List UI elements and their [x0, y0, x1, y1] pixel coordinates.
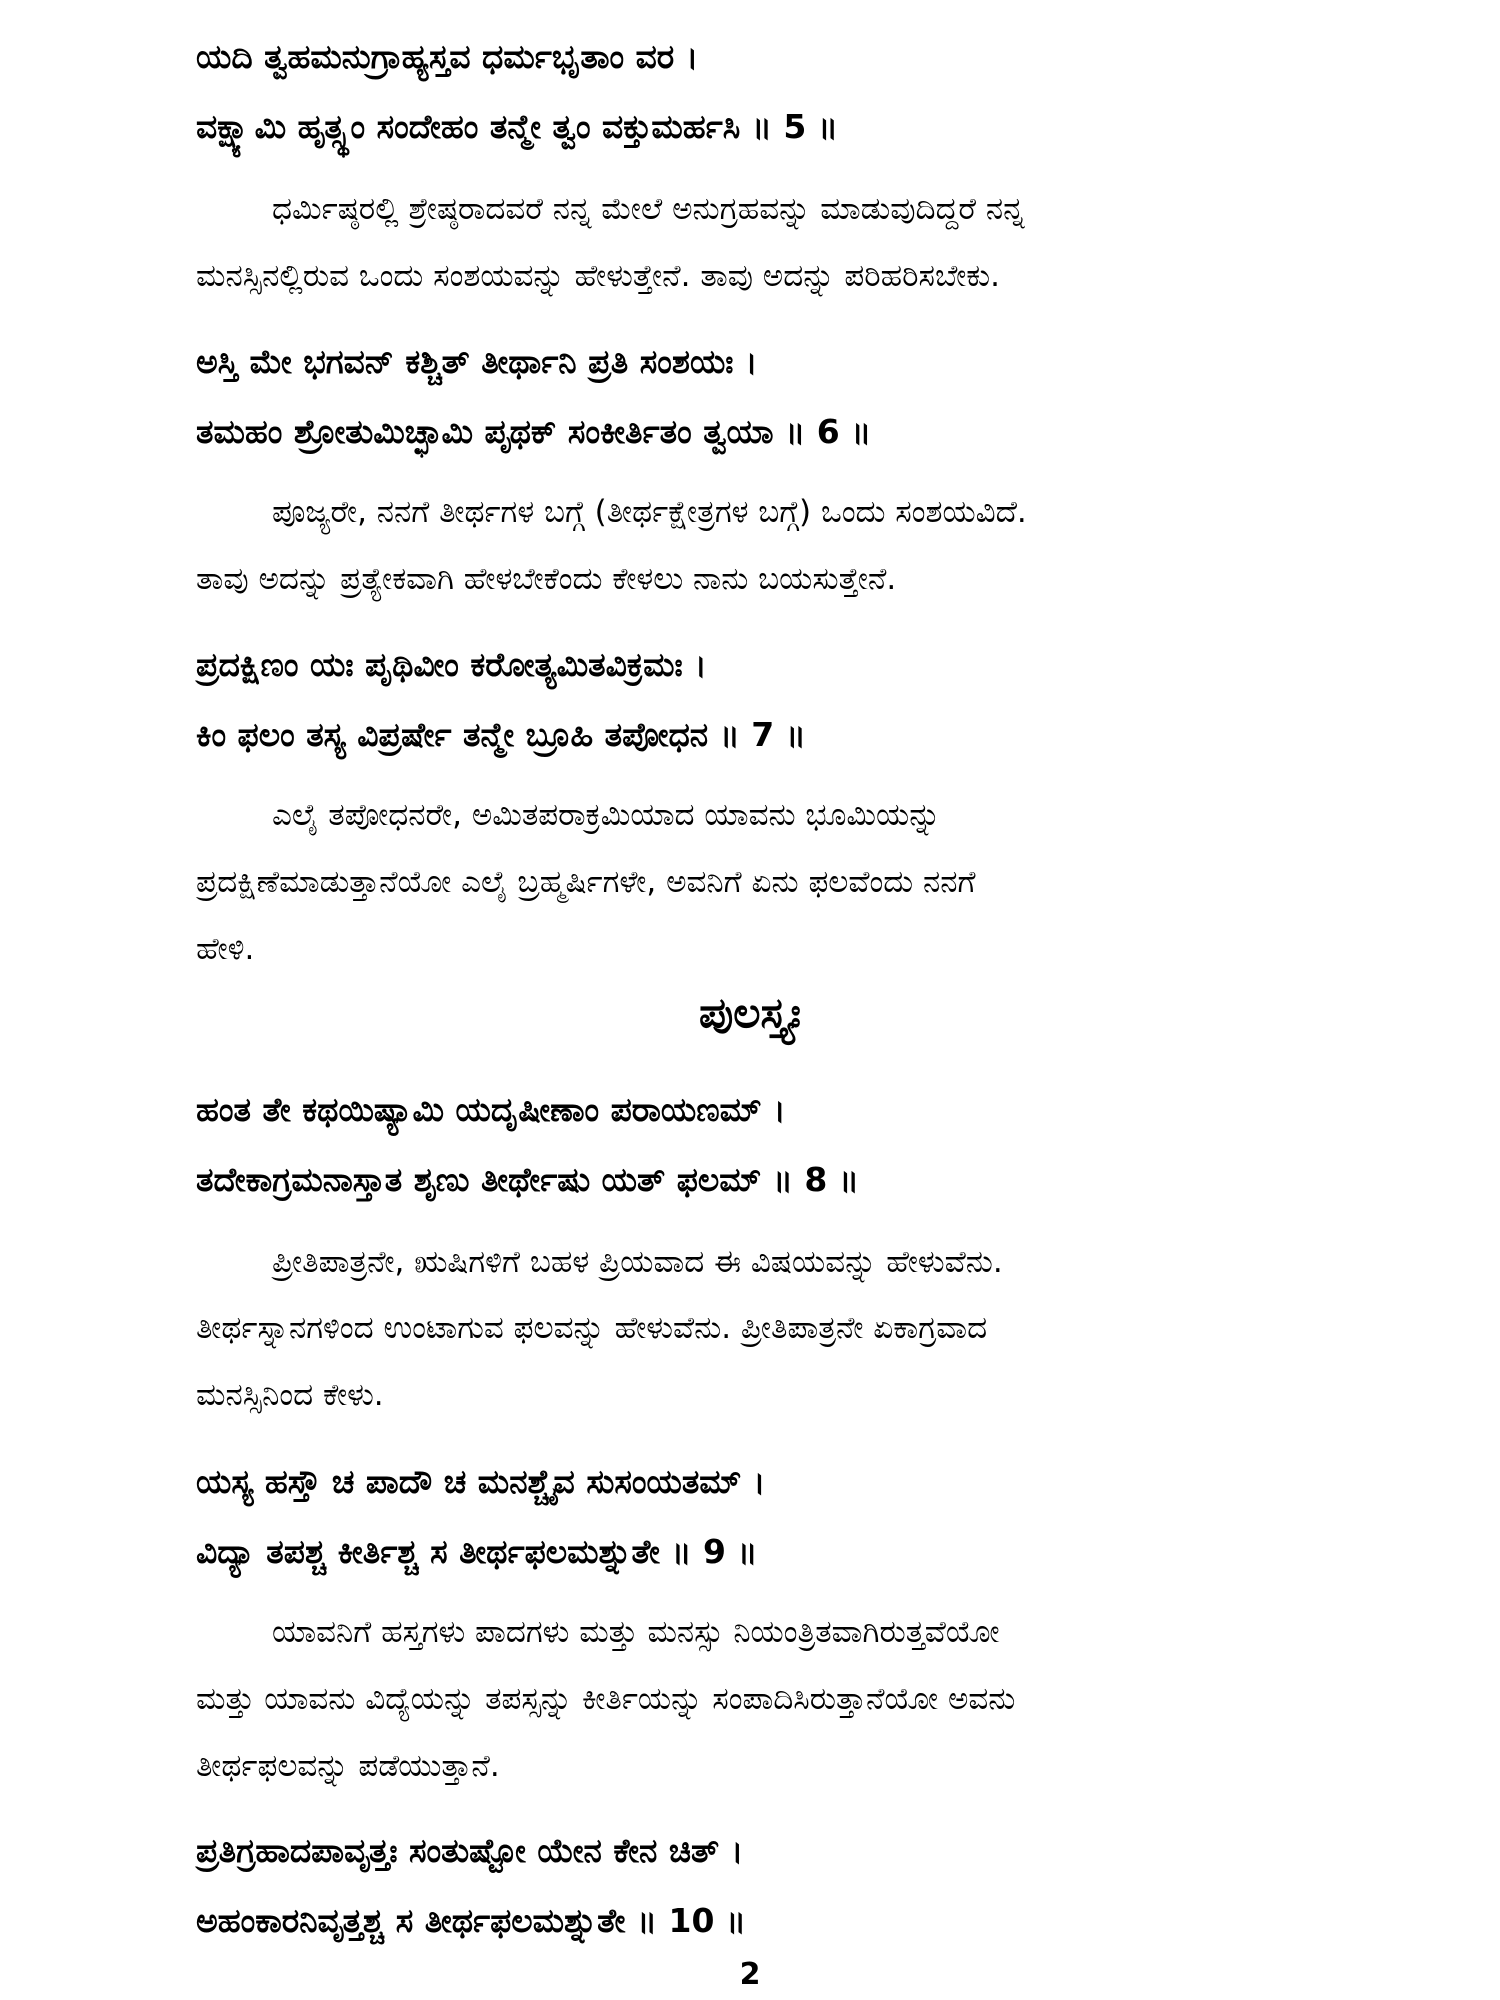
- translation-8-line-1: ಪ್ರೀತಿಪಾತ್ರನೇ, ಋಷಿಗಳಿಗೆ ಬಹಳ ಪ್ರಿಯವಾದ ಈ ವಿಷಯವನ್ನು ಹೇಳುವೆನು.: [272, 1244, 1003, 1280]
- verse-8-line-1: ಹಂತ ತೇ ಕಥಯಿಷ್ಯಾಮಿ ಯದೃಷೀಣಾಂ ಪರಾಯಣಮ್ ।: [196, 1090, 786, 1129]
- verse-8-line-2: ತದೇಕಾಗ್ರಮನಾಸ್ತಾತ ಶೃಣು ತೀರ್ಥೇಷು ಯತ್ ಫಲಮ್ ॥ 8 ॥: [196, 1160, 859, 1199]
- verse-9-line-1: ಯಸ್ಯ ಹಸ್ತೌ ಚ ಪಾದೌ ಚ ಮನಶ್ಚೈವ ಸುಸಂಯತಮ್ ।: [196, 1462, 766, 1501]
- verse-7-line-1: ಪ್ರದಕ್ಷಿಣಂ ಯಃ ಪೃಥಿವೀಂ ಕರೋತ್ಯಮಿತವಿಕ್ರಮಃ ।: [196, 645, 707, 684]
- translation-7-line-3: ಹೇಳಿ.: [196, 931, 255, 967]
- translation-7-line-1: ಎಲೈ ತಪೋಧನರೇ, ಅಮಿತಪರಾಕ್ರಮಿಯಾದ ಯಾವನು ಭೂಮಿಯನ್ನು: [272, 797, 941, 833]
- translation-8-line-3: ಮನಸ್ಸಿನಿಂದ ಕೇಳು.: [196, 1377, 384, 1413]
- translation-5-line-1: ಧರ್ಮಿಷ್ಠರಲ್ಲಿ ಶ್ರೇಷ್ಠರಾದವರೆ ನನ್ನ ಮೇಲೆ ಅನುಗ್ರಹವನ್ನು ಮಾಡುವುದಿದ್ದರೆ ನನ್ನ: [272, 191, 1025, 227]
- translation-9-line-2: ಮತ್ತು ಯಾವನು ವಿದ್ಯೆಯನ್ನು ತಪಸ್ಸನ್ನು ಕೀರ್ತಿಯನ್ನು ಸಂಪಾದಿಸಿರುತ್ತಾನೆಯೋ ಅವನು: [196, 1681, 1016, 1717]
- translation-9-line-1: ಯಾವನಿಗೆ ಹಸ್ತಗಳು ಪಾದಗಳು ಮತ್ತು ಮನಸ್ಸು ನಿಯಂತ್ರಿತವಾಗಿರುತ್ತವೆಯೋ: [272, 1614, 1000, 1650]
- verse-6-line-2: ತಮಹಂ ಶ್ರೋತುಮಿಚ್ಛಾಮಿ ಪೃಥಕ್ ಸಂಕೀರ್ತಿತಂ ತ್ವಯಾ ॥ 6 ॥: [196, 412, 872, 451]
- translation-5-line-2: ಮನಸ್ಸಿನಲ್ಲಿರುವ ಒಂದು ಸಂಶಯವನ್ನು ಹೇಳುತ್ತೇನೆ. ತಾವು ಅದನ್ನು ಪರಿಹರಿಸಬೇಕು.: [196, 258, 1000, 294]
- verse-10-line-1: ಪ್ರತಿಗ್ರಹಾದಪಾವೃತ್ತಃ ಸಂತುಷ್ಟೋ ಯೇನ ಕೇನ ಚಿತ್ ।: [196, 1831, 744, 1870]
- verse-5-line-1: ಯದಿ ತ್ವಹಮನುಗ್ರಾಹ್ಯಸ್ತವ ಧರ್ಮಭೃತಾಂ ವರ ।: [196, 37, 699, 76]
- translation-8-line-2: ತೀರ್ಥಸ್ನಾನಗಳಿಂದ ಉಂಟಾಗುವ ಫಲವನ್ನು ಹೇಳುವೆನು. ಪ್ರೀತಿಪಾತ್ರನೇ ಏಕಾಗ್ರವಾದ: [196, 1310, 988, 1346]
- speaker-heading: ಪುಲಸ್ತ್ಯಃ: [699, 988, 801, 1037]
- verse-10-line-2: ಅಹಂಕಾರನಿವೃತ್ತಶ್ಚ ಸ ತೀರ್ಥಫಲಮಶ್ನುತೇ ॥ 10 ॥: [196, 1901, 747, 1940]
- verse-9-line-2: ವಿದ್ಯಾ ತಪಶ್ಚ ಕೀರ್ತಿಶ್ಚ ಸ ತೀರ್ಥಫಲಮಶ್ನುತೇ ॥ 9 ॥: [196, 1532, 758, 1571]
- translation-9-line-3: ತೀರ್ಥಫಲವನ್ನು ಪಡೆಯುತ್ತಾನೆ.: [196, 1748, 500, 1784]
- verse-7-line-2: ಕಿಂ ಫಲಂ ತಸ್ಯ ವಿಪ್ರರ್ಷೇ ತನ್ಮೇ ಬ್ರೂಹಿ ತಪೋಧನ ॥ 7 ॥: [196, 715, 806, 754]
- translation-6-line-2: ತಾವು ಅದನ್ನು ಪ್ರತ್ಯೇಕವಾಗಿ ಹೇಳಬೇಕೆಂದು ಕೇಳಲು ನಾನು ಬಯಸುತ್ತೇನೆ.: [196, 561, 897, 597]
- translation-6-line-1: ಪೂಜ್ಯರೇ, ನನಗೆ ತೀರ್ಥಗಳ ಬಗ್ಗೆ (ತೀರ್ಥಕ್ಷೇತ್ರಗಳ ಬಗ್ಗೆ) ಒಂದು ಸಂಶಯವಿದೆ.: [272, 494, 1027, 530]
- verse-6-line-1: ಅಸ್ತಿ ಮೇ ಭಗವನ್ ಕಶ್ಚಿತ್ ತೀರ್ಥಾನಿ ಪ್ರತಿ ಸಂಶಯಃ ।: [196, 342, 758, 381]
- verse-5-line-2: ವಕ್ಷ್ಯಾಮಿ ಹೃತ್ಸ್ಥಂ ಸಂದೇಹಂ ತನ್ಮೇ ತ್ವಂ ವಕ್ತುಮರ್ಹಸಿ ॥ 5 ॥: [196, 107, 838, 146]
- page-number: 2: [739, 1957, 761, 1992]
- translation-7-line-2: ಪ್ರದಕ್ಷಿಣೆಮಾಡುತ್ತಾನೆಯೋ ಎಲೈ ಬ್ರಹ್ಮರ್ಷಿಗಳೇ, ಅವನಿಗೆ ಏನು ಫಲವೆಂದು ನನಗೆ: [196, 864, 976, 900]
